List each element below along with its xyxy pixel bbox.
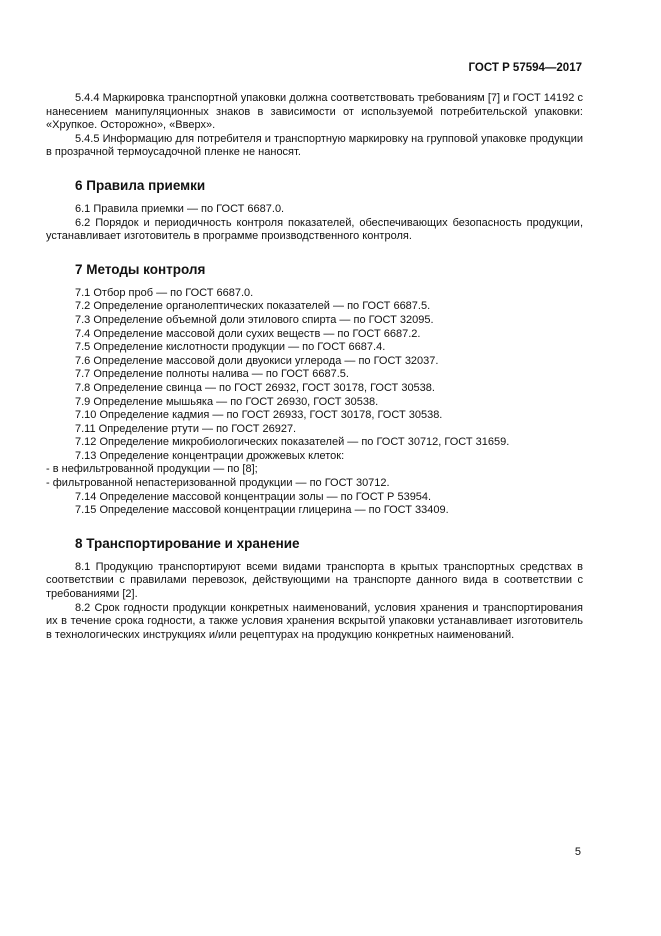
list-item: 7.9 Определение мышьяка — по ГОСТ 26930, ГОСТ 30538. (75, 395, 379, 408)
list-item: 7.13 Определение концентрации дрожжевых клеток: (75, 449, 345, 462)
list-item: 7.3 Определение объемной доли этилового спирта — по ГОСТ 32095. (75, 313, 434, 326)
paragraph-5-4-5: 5.4.5 Информацию для потребителя и транспортную маркировку на групповой упаковке продукции в прозрачной термоусадочной пленке не наносят. (46, 132, 583, 159)
list-item: 7.2 Определение органолептических показателей — по ГОСТ 6687.5. (75, 300, 431, 313)
page-number: 5 (574, 846, 581, 858)
list-item: - фильтрованной непастеризованной продукции — по ГОСТ 30712. (46, 477, 390, 490)
list-item: 7.5 Определение кислотности продукции — по ГОСТ 6687.4. (75, 341, 386, 354)
list-item: 7.8 Определение свинца — по ГОСТ 26932, ГОСТ 30178, ГОСТ 30538. (75, 381, 435, 394)
list-item: 7.7 Определение полноты налива — по ГОСТ 6687.5. (75, 368, 349, 381)
list-item: 7.4 Определение массовой доли сухих веществ — по ГОСТ 6687.2. (75, 327, 421, 340)
section-8-heading: 8 Транспортирование и хранение (75, 535, 300, 551)
page-body (46, 92, 583, 642)
document-header: ГОСТ Р 57594—2017 (468, 62, 582, 74)
paragraph-5-4-4: 5.4.4 Маркировка транспортной упаковки должна соответствовать требованиям [7] и ГОСТ 14192 с нанесением манипуляционных знаков в зависимости от используемой потребительской упаковки: «Хрупкое. Осторожно», «Вверх». (46, 92, 583, 132)
list-item: - в нефильтрованной продукции — по [8]; (46, 463, 258, 476)
paragraph-6-1: 6.1 Правила приемки — по ГОСТ 6687.0. (75, 202, 285, 215)
list-item: 7.14 Определение массовой концентрации золы — по ГОСТ Р 53954. (75, 490, 432, 503)
paragraph-8-1: 8.1 Продукцию транспортируют всеми видами транспорта в крытых транспортных средствах в соответствии с правилами перевозок, действующими на транспорте данного вида в соответствии с требованиями [2]. (46, 560, 583, 601)
list-item: 7.11 Определение ртути — по ГОСТ 26927. (75, 422, 297, 435)
paragraph-6-2: 6.2 Порядок и периодичность контроля показателей, обеспечивающих безопасность продукции, устанавливает изготовитель в программе производственного контроля. (46, 216, 583, 243)
paragraph-8-2: 8.2 Срок годности продукции конкретных наименований, условия хранения и транспортирования их в течение срока годности, а также условия хранения вскрытой упаковки устанавливает изготовитель в технологических инструкциях и/или рецептурах на продукцию конкретных наименований. (46, 601, 583, 641)
methods-list (46, 287, 583, 518)
list-item: 7.6 Определение массовой доли двуокиси углерода — по ГОСТ 32037. (75, 354, 439, 367)
list-item: 7.1 Отбор проб — по ГОСТ 6687.0. (75, 286, 254, 299)
list-item: 7.15 Определение массовой концентрации глицерина — по ГОСТ 33409. (75, 504, 449, 517)
list-item: 7.12 Определение микробиологических показателей — по ГОСТ 30712, ГОСТ 31659. (75, 436, 510, 449)
section-6-heading: 6 Правила приемки (75, 177, 206, 193)
section-7-heading: 7 Методы контроля (75, 261, 206, 277)
list-item: 7.10 Определение кадмия — по ГОСТ 26933, ГОСТ 30178, ГОСТ 30538. (75, 409, 443, 422)
